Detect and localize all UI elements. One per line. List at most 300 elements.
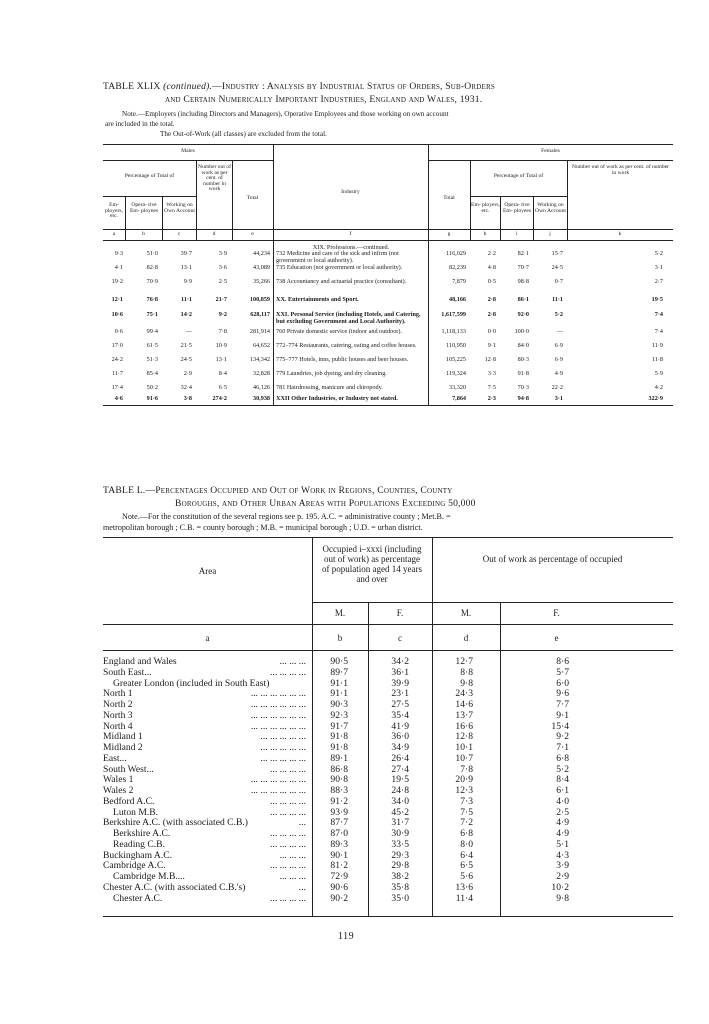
t1-letter-e: e: [251, 231, 254, 237]
t1-female-outofwork-header: Number out of work as per cent. of number in work: [571, 164, 670, 176]
leader-dots: ... ... ... ...: [270, 838, 306, 850]
table-l-note-line2: metropolitan borough ; C.B. = county borough ; M.B. = municipal borough ; U.D. = urban district.: [103, 523, 423, 532]
cell-g: 110,950: [446, 342, 466, 349]
leader-dots: ... ... ... ... ... ...: [250, 709, 306, 721]
cell-e: 9·1: [556, 709, 569, 721]
cell-g: 116,029: [446, 250, 466, 257]
cell-i: 70·3: [517, 384, 529, 391]
table-xlix-title: [103, 81, 663, 92]
cell-j: 15·7: [551, 250, 563, 257]
cell-e: 2·9: [556, 871, 569, 882]
cell-e: 134,342: [249, 356, 270, 363]
t1-female-operatives-header: Opera- tive Em- ployees: [502, 202, 532, 214]
cell-c: 14·2: [180, 311, 192, 318]
cell-d: 6·8: [460, 828, 473, 839]
cell-e: 6·0: [556, 677, 569, 689]
cell-b: 61·5: [146, 342, 158, 349]
cell-area: Wales 2: [103, 785, 134, 796]
cell-a: 12·1: [111, 296, 123, 303]
cell-b: 75·1: [146, 311, 158, 318]
cell-j: —: [556, 328, 563, 335]
cell-industry: 779 Laundries, job dyeing, and dry cleaning.: [276, 370, 387, 377]
cell-d: 6·4: [460, 849, 473, 861]
cell-area: North 2: [103, 699, 133, 710]
cell-h: 2·8: [487, 296, 496, 303]
t2-occupied-header: Occupied i–xxxi (including out of work) as percentage of population aged 14 years and over: [322, 544, 422, 584]
t1-female-total-header: Total: [443, 195, 455, 201]
cell-b: 91·8: [330, 742, 348, 753]
t1-letter-i: i: [515, 231, 518, 237]
leader-dots: ... ... ... ... ... ...: [250, 785, 306, 796]
table-xlix-title-main: —Industry : Analysis by Industrial Status of Orders, Sub-Orders: [212, 81, 495, 92]
cell-d: 13·7: [455, 709, 473, 721]
cell-e: 100,859: [249, 296, 270, 303]
cell-area: Midland 1: [103, 731, 143, 743]
cell-j: 3·1: [554, 395, 563, 402]
cell-e: 35,266: [252, 278, 270, 285]
cell-c: 36·0: [391, 731, 409, 743]
cell-area: Greater London (included in South East): [113, 677, 270, 689]
cell-e: 5·1: [556, 838, 569, 850]
t1-letter-h: h: [483, 231, 487, 237]
table-l-title-prefix: TABLE L.: [103, 485, 146, 496]
cell-b: 91·1: [330, 677, 348, 689]
cell-g: 7,864: [452, 395, 466, 402]
cell-e: 281,914: [249, 328, 270, 335]
t2-letter-a: a: [205, 633, 210, 643]
cell-c: 34·0: [391, 795, 409, 807]
cell-j: 5·2: [554, 311, 563, 318]
cell-i: 100·0: [514, 328, 529, 335]
cell-b: 93·9: [330, 806, 348, 818]
cell-d: 7·2: [460, 817, 473, 829]
cell-e: 2·5: [556, 806, 569, 818]
cell-b: 89·3: [330, 838, 348, 850]
cell-e: 32,828: [252, 370, 270, 377]
cell-c: 31·7: [391, 817, 409, 829]
cell-c: 32·4: [180, 384, 192, 391]
cell-j: 6·9: [554, 342, 563, 349]
cell-d: 20·9: [455, 774, 473, 786]
table-l-note-line1: Note.—For the constitution of the several regions see p. 195. A.C. = administrative county ; Met.B. =: [122, 512, 451, 521]
cell-b: 72·9: [330, 871, 348, 882]
cell-a: 24·2: [111, 356, 123, 363]
cell-c: 27·4: [391, 763, 409, 775]
cell-c: 24·5: [180, 356, 192, 363]
cell-h: 4·8: [487, 264, 496, 271]
leader-dots: ... ... ... ...: [270, 828, 306, 839]
cell-b: 91·1: [330, 688, 348, 700]
leader-dots: ... ... ... ...: [270, 860, 306, 872]
cell-area: Cambridge A.C.: [103, 860, 166, 872]
t1-female-pct-header: Percentage of Total of: [493, 173, 544, 179]
cell-i: 91·8: [517, 370, 529, 377]
t2-m-header-occupied: M.: [334, 608, 346, 618]
cell-area: Buckingham A.C.: [103, 849, 173, 861]
cell-d: 21·7: [215, 296, 227, 303]
cell-b: 89·1: [330, 752, 348, 764]
cell-b: 82·8: [146, 264, 158, 271]
t2-sub-rule: [312, 602, 673, 603]
cell-b: 90·2: [330, 892, 348, 904]
cell-e: 10·2: [551, 881, 569, 893]
t2-f-header-outofwork: F.: [553, 608, 560, 618]
t1-letter-a: a: [112, 231, 116, 237]
cell-a: 19·2: [111, 278, 123, 285]
cell-b: 87·7: [330, 817, 348, 829]
cell-c: 21·5: [180, 342, 192, 349]
cell-industry: 732 Medicine and care of the sick and infirm (not government or local authority).: [276, 250, 399, 264]
t1-letter-rule-bottom: [103, 240, 673, 241]
cell-d: 7·3: [460, 795, 473, 807]
t2-letter-b: b: [337, 633, 343, 643]
cell-i: 70·7: [517, 264, 529, 271]
cell-d: 9·8: [460, 677, 473, 689]
cell-c: 9·9: [183, 278, 192, 285]
cell-b: 91·2: [330, 795, 348, 807]
cell-area: Wales 1: [103, 774, 134, 786]
cell-b: 51·3: [146, 356, 158, 363]
cell-c: 13·1: [180, 264, 192, 271]
cell-c: 34·2: [391, 656, 409, 667]
leader-dots: ... ... ... ... ...: [260, 752, 306, 764]
t2-bottom-rule: [103, 916, 673, 917]
cell-k: 3·1: [654, 264, 663, 271]
cell-i: 82·1: [517, 250, 529, 257]
cell-e: 4·3: [556, 849, 569, 861]
cell-b: 85·4: [146, 370, 158, 377]
table-xlix-note-line3: The Out-of-Work (all classes) are excluded from the total.: [160, 130, 327, 138]
t2-m-header-outofwork: M.: [460, 608, 472, 618]
leader-dots: ... ... ... ...: [270, 806, 306, 818]
leader-dots: ... ... ... ... ... ...: [250, 774, 306, 786]
t1-top-rule: [103, 144, 673, 145]
cell-g: 33,320: [448, 384, 466, 391]
t2-area-header: Area: [198, 566, 217, 576]
cell-area: East...: [103, 752, 127, 764]
t1-letter-d: d: [212, 231, 216, 237]
cell-g: 82,239: [448, 264, 466, 271]
leader-dots: ... ... ... ... ... ...: [250, 699, 306, 710]
cell-e: 9·2: [556, 731, 569, 743]
cell-b: 89·7: [330, 666, 348, 678]
cell-area: North 3: [103, 709, 133, 721]
cell-b: 50·2: [146, 384, 158, 391]
cell-c: 38·2: [391, 871, 409, 882]
cell-h: 2·2: [487, 250, 496, 257]
cell-c: 35·4: [391, 709, 409, 721]
cell-c: 23·1: [391, 688, 409, 700]
cell-area: England and Wales: [103, 656, 177, 667]
table-xlix-title-prefix: TABLE XLIX: [103, 81, 161, 92]
t2-f-header-occupied: F.: [396, 608, 404, 618]
cell-b: 90·3: [330, 699, 348, 710]
cell-c: 39·7: [180, 250, 192, 257]
cell-b: 91·6: [146, 395, 158, 402]
cell-g: 48,166: [448, 296, 466, 303]
cell-area: South East...: [103, 666, 152, 678]
cell-g: 105,225: [445, 356, 466, 363]
cell-d: 2·5: [218, 278, 227, 285]
leader-dots: ...: [298, 881, 306, 893]
cell-c: 29·3: [391, 849, 409, 861]
t1-letter-g: g: [447, 231, 451, 237]
cell-e: 44,234: [252, 250, 270, 257]
cell-h: 0·0: [487, 328, 496, 335]
cell-h: 2·8: [487, 311, 496, 318]
cell-c: —: [185, 328, 192, 335]
cell-e: 15·4: [551, 720, 569, 732]
cell-k: 7·4: [654, 328, 663, 335]
cell-c: 3·8: [183, 395, 192, 402]
cell-a: 11·7: [111, 370, 123, 377]
cell-b: 87·0: [330, 828, 348, 839]
cell-d: 13·6: [455, 881, 473, 893]
cell-b: 90·8: [330, 774, 348, 786]
cell-area: North 1: [103, 688, 133, 700]
cell-industry: XXII Other Industries, or Industry not stated.: [276, 395, 398, 402]
t1-male-employers-header: Em- ployers, etc.: [105, 202, 123, 220]
cell-c: 33·5: [391, 838, 409, 850]
cell-industry: 760 Private domestic service (indoor and outdoor).: [276, 328, 402, 335]
cell-e: 6·8: [556, 752, 569, 764]
cell-b: 70·9: [146, 278, 158, 285]
cell-k: 4·2: [654, 384, 663, 391]
cell-c: 11·1: [180, 296, 192, 303]
t2-top-rule: [103, 537, 673, 538]
cell-d: 16·6: [455, 720, 473, 732]
t2-header-rule: [103, 624, 673, 625]
cell-industry: 738 Accountancy and actuarial practice (consultant).: [276, 278, 407, 285]
cell-d: 12·7: [455, 656, 473, 667]
cell-area: Bedford A.C.: [103, 795, 155, 807]
cell-area: Midland 2: [103, 742, 143, 753]
cell-area: South West...: [103, 763, 154, 775]
t1-industry-header: Industry: [341, 189, 360, 195]
t1-vline-7: [470, 160, 471, 240]
t1-letter-c: c: [177, 231, 181, 237]
cell-h: 7·5: [487, 384, 496, 391]
cell-a: 4·1: [114, 264, 123, 271]
cell-d: 9·2: [218, 311, 227, 318]
cell-j: 11·1: [551, 296, 563, 303]
t1-females-header: Females: [541, 148, 560, 154]
t1-header-rule-left: [103, 160, 273, 161]
t1-letter-rule-top: [103, 229, 673, 230]
cell-d: 6·5: [218, 384, 227, 391]
cell-d: 8·8: [460, 666, 473, 678]
t2-outofwork-header: Out of work as percentage of occupied: [482, 554, 623, 564]
cell-d: 3·6: [218, 264, 227, 271]
cell-b: 91·8: [330, 731, 348, 743]
t2-letter-c: c: [398, 633, 402, 643]
cell-e: 6·1: [556, 785, 569, 796]
table-xlix-note-line1: Note.—Employers (including Directors and Managers), Operative Employees and those working on own account: [122, 110, 449, 118]
cell-d: 10·9: [215, 342, 227, 349]
t1-male-outofwork-header: Number out of work as per cent. of number in work: [198, 164, 231, 193]
cell-k: 7·4: [654, 311, 663, 318]
t1-female-employers-header: Em- ployers, etc.: [471, 202, 500, 214]
cell-h: 3·3: [487, 370, 496, 377]
t1-female-ownaccount-header: Working on Own Account: [535, 202, 566, 214]
cell-b: 86·8: [330, 763, 348, 775]
cell-d: 3·9: [218, 250, 227, 257]
cell-d: 14·6: [455, 699, 473, 710]
leader-dots: ...: [298, 817, 306, 829]
leader-dots: ... ... ... ... ... ...: [250, 688, 306, 700]
cell-area: Reading C.B.: [113, 838, 165, 850]
cell-h: 0·5: [487, 278, 496, 285]
cell-e: 628,117: [250, 311, 270, 318]
t1-header-rule-right: [428, 160, 673, 161]
cell-d: 13·1: [215, 356, 227, 363]
leader-dots: ... ... ...: [279, 849, 306, 861]
cell-area: Chester A.C.: [113, 892, 163, 904]
cell-d: 8·4: [218, 370, 227, 377]
cell-area: Cambridge M.B....: [113, 871, 185, 882]
cell-j: 6·9: [554, 356, 563, 363]
t1-letter-k: k: [618, 231, 622, 237]
cell-g: 119,324: [446, 370, 466, 377]
cell-c: 39·9: [391, 677, 409, 689]
cell-e: 7·1: [556, 742, 569, 753]
cell-d: 8·0: [460, 838, 473, 850]
cell-b: 76·8: [146, 296, 158, 303]
cell-d: 6·5: [460, 860, 473, 872]
t1-male-total-header: Total: [246, 195, 259, 201]
cell-e: 8·6: [556, 656, 569, 667]
cell-b: 92·3: [330, 709, 348, 721]
cell-j: 22·2: [551, 384, 563, 391]
cell-e: 4·0: [556, 795, 569, 807]
cell-i: 94·8: [517, 395, 529, 402]
cell-i: 92·0: [517, 311, 529, 318]
cell-i: 98·8: [517, 278, 529, 285]
cell-e: 9·8: [556, 892, 569, 904]
cell-b: 90·6: [330, 881, 348, 893]
t1-subrule-left: [103, 196, 196, 197]
t1-male-operatives-header: Opera- tive Em- ployees: [129, 202, 159, 214]
cell-c: 24·8: [391, 785, 409, 796]
leader-dots: ... ... ... ... ...: [260, 742, 306, 753]
cell-c: 35·8: [391, 881, 409, 893]
cell-j: 24·5: [551, 264, 563, 271]
leader-dots: ... ... ...: [279, 656, 306, 667]
table-l-title: [103, 485, 673, 496]
table-xlix-title-line2: and Certain Numerically Important Industries, England and Wales, 1931.: [165, 94, 483, 105]
cell-b: 81·2: [330, 860, 348, 872]
cell-i: 80·3: [517, 356, 529, 363]
t1-subrule-right: [470, 196, 567, 197]
cell-area: Chester A.C. (with associated C.B.'s): [103, 881, 246, 893]
t1-male-ownaccount-header: Working on Own Account: [164, 202, 195, 214]
cell-b: 90·5: [330, 656, 348, 667]
table-l-title-main: —Percentages Occupied and Out of Work in Regions, Counties, County: [145, 485, 453, 496]
cell-a: 9·3: [114, 250, 123, 257]
cell-area: Berkshire A.C. (with associated C.B.): [103, 817, 248, 829]
cell-c: 30·9: [391, 828, 409, 839]
cell-g: 1,118,133: [441, 328, 466, 335]
cell-e: 5·2: [556, 763, 569, 775]
cell-e: 9·6: [556, 688, 569, 700]
cell-c: 41·9: [391, 720, 409, 732]
cell-e: 64,652: [252, 342, 270, 349]
cell-h: 12·8: [484, 356, 496, 363]
cell-d: 7·8: [218, 328, 227, 335]
cell-c: 36·1: [391, 666, 409, 678]
cell-industry: 775–777 Hotels, inns, public houses and beer houses.: [276, 356, 409, 363]
cell-e: 43,089: [252, 264, 270, 271]
cell-a: 17·0: [111, 342, 123, 349]
t2-letter-d: d: [463, 633, 469, 643]
cell-e: 30,938: [252, 395, 270, 402]
table-l-title-line2: Boroughs, and Other Urban Areas with Populations Exceeding 50,000: [175, 498, 476, 509]
cell-j: 0·7: [554, 278, 563, 285]
t1-letter-b: b: [142, 231, 145, 237]
cell-c: 35·0: [391, 892, 409, 904]
cell-d: 12·3: [455, 785, 473, 796]
cell-c: 19·5: [391, 774, 409, 786]
leader-dots: ... ... ... ...: [270, 763, 306, 775]
cell-d: 7·8: [460, 763, 473, 775]
table-xlix-title-continued: (continued).: [163, 81, 213, 92]
leader-dots: ... ... ... ... ...: [260, 731, 306, 743]
cell-area: North 4: [103, 720, 133, 732]
cell-k: 5·9: [654, 370, 663, 377]
cell-industry: XXI. Personal Service (including Hotels, and Catering, but excluding Government and Local Authority).: [276, 311, 421, 325]
cell-d: 11·4: [455, 892, 473, 904]
t1-bottom-rule: [103, 405, 673, 406]
cell-b: 90·1: [330, 849, 348, 861]
cell-k: 322·9: [648, 395, 663, 402]
cell-a: 4·6: [114, 395, 123, 402]
t1-letter-f: f: [349, 231, 352, 237]
cell-i: 84·0: [517, 342, 529, 349]
t1-vline-2: [428, 144, 429, 405]
cell-industry: 781 Hairdressing, manicure and chiropody.: [276, 384, 383, 391]
cell-a: 10·6: [111, 311, 123, 318]
cell-h: 2·3: [487, 395, 496, 402]
cell-d: 7·5: [460, 806, 473, 818]
page-number: 119: [338, 931, 355, 942]
cell-e: 4·9: [556, 817, 569, 829]
cell-c: 29·8: [391, 860, 409, 872]
cell-k: 11·8: [651, 356, 663, 363]
cell-e: 4·9: [556, 828, 569, 839]
cell-area: Berkshire A.C.: [113, 828, 171, 839]
cell-b: 99·4: [146, 328, 158, 335]
cell-industry: 772–774 Restaurants, catering, eating and coffee houses.: [276, 342, 417, 349]
cell-g: 7,879: [452, 278, 466, 285]
t1-males-header: Males: [181, 148, 195, 154]
cell-industry: 735 Education (not government or local authority).: [276, 264, 403, 271]
cell-g: 1,617,599: [441, 311, 466, 318]
t2-letter-e: e: [554, 633, 559, 643]
cell-d: 5·6: [460, 871, 473, 882]
cell-c: 26·4: [391, 752, 409, 764]
cell-e: 46,126: [252, 384, 270, 391]
cell-c: 2·9: [183, 370, 192, 377]
cell-e: 7·7: [556, 699, 569, 710]
cell-industry: XX. Entertainments and Sport.: [276, 296, 359, 303]
cell-i: 86·1: [517, 296, 529, 303]
leader-dots: ... ... ... ...: [270, 795, 306, 807]
cell-k: 2·7: [654, 278, 663, 285]
table-xlix-note-line2: are included in the total.: [105, 120, 175, 128]
t1-male-pct-header: Percentage of Total of: [124, 173, 175, 179]
cell-c: 45·2: [391, 806, 409, 818]
t1-vline-1: [273, 144, 274, 405]
